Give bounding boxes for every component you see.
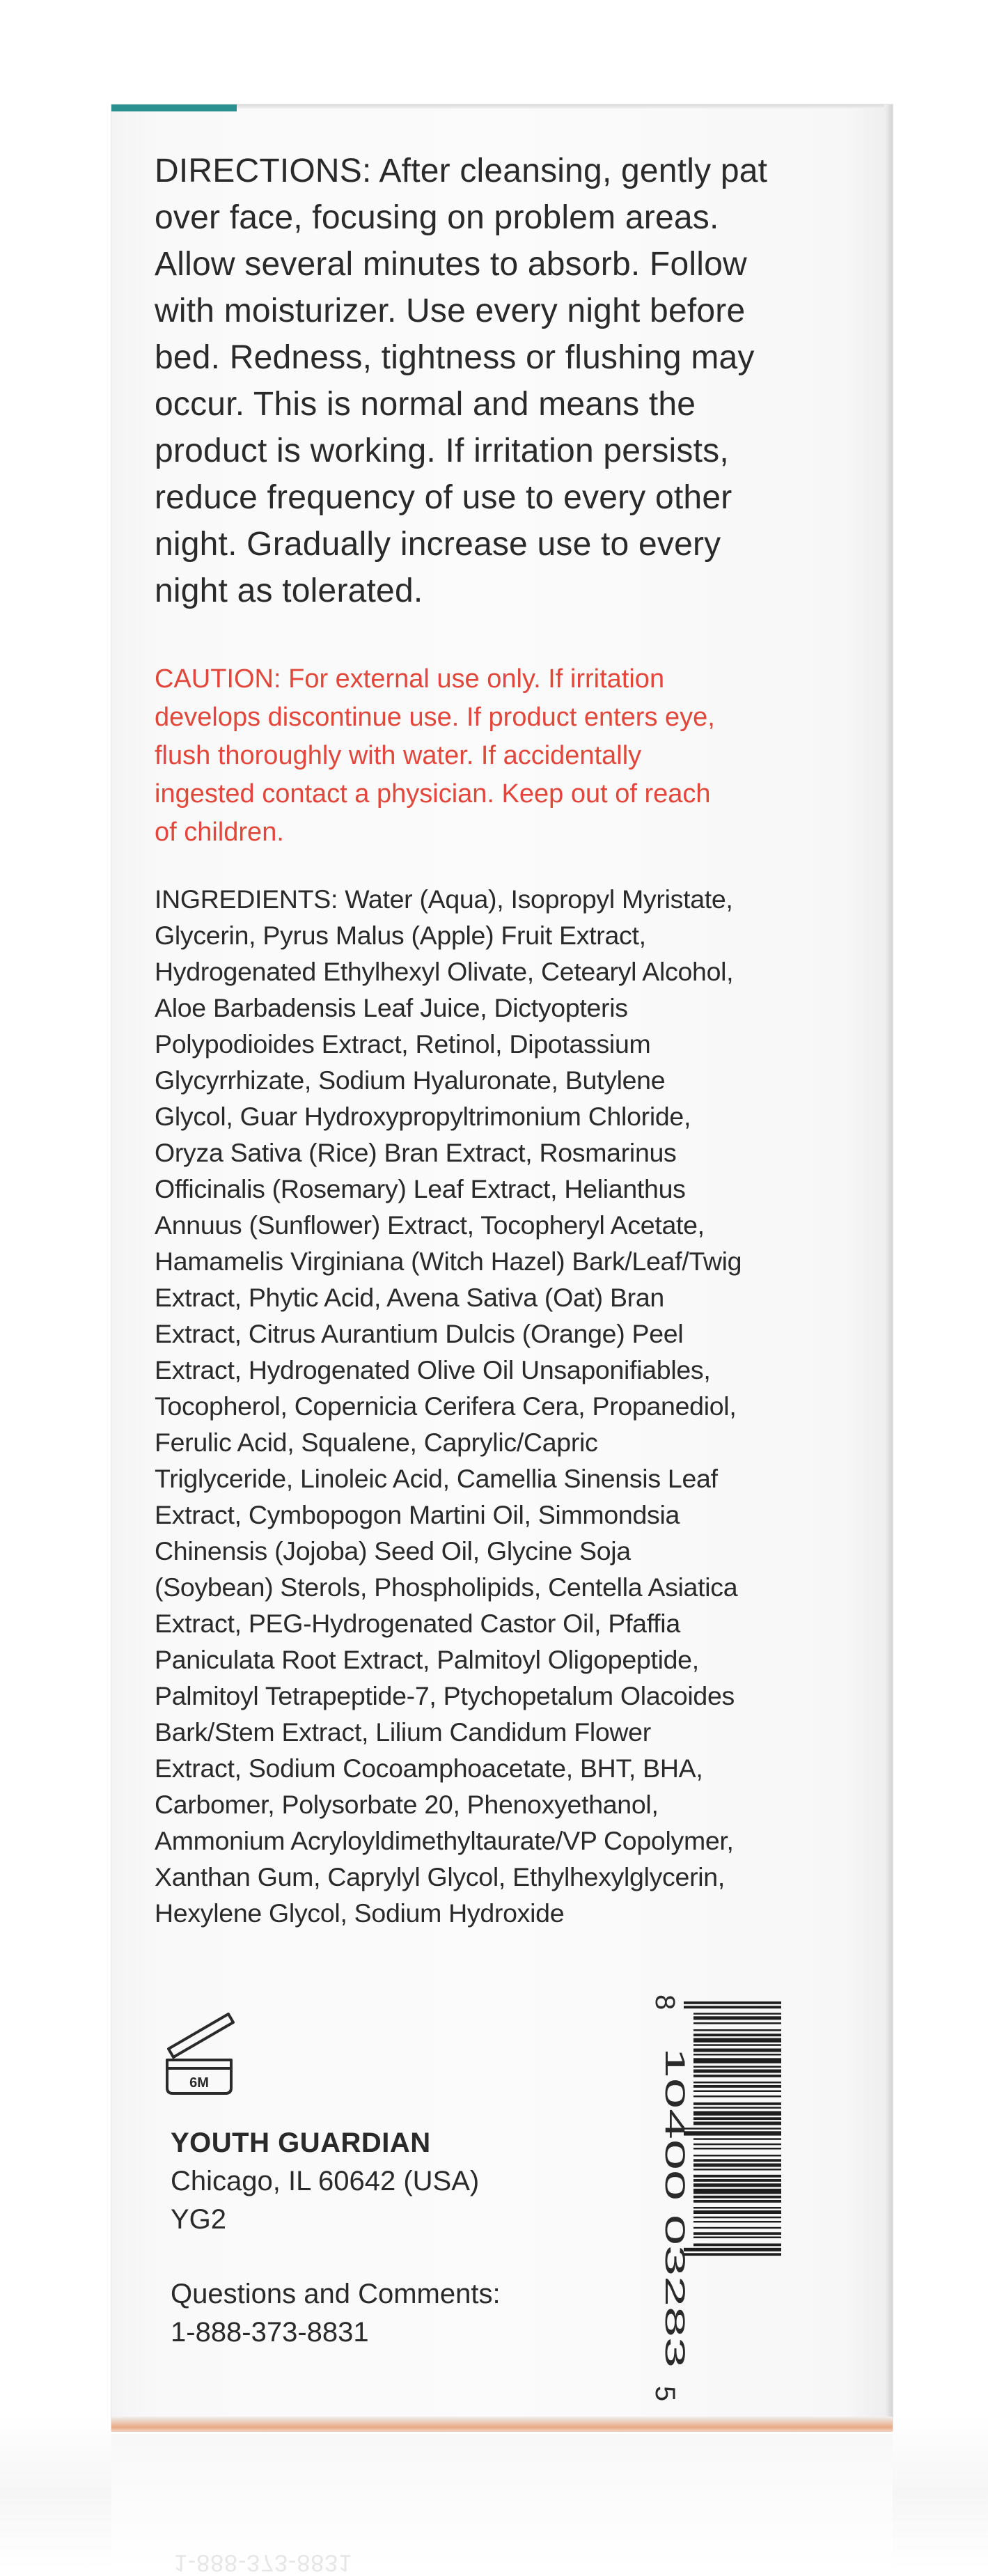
caution-line: develops discontinue use. If product enters eye, bbox=[155, 703, 715, 732]
barcode-bar bbox=[693, 2138, 781, 2140]
barcode-bar bbox=[693, 2227, 781, 2229]
ingredients-line: Xanthan Gum, Caprylyl Glycol, Ethylhexylglycerin, bbox=[155, 1862, 725, 1891]
directions-line: occur. This is normal and means the bbox=[155, 386, 696, 423]
ingredients-line: Aloe Barbadensis Leaf Juice, Dictyopteris bbox=[155, 993, 628, 1022]
barcode-bar bbox=[693, 2144, 781, 2146]
ingredients-line: Paniculata Root Extract, Palmitoyl Oligopeptide, bbox=[155, 1645, 699, 1674]
ingredients-line: Triglyceride, Linoleic Acid, Camellia Sinensis Leaf bbox=[155, 1464, 718, 1493]
questions-label: Questions and Comments: bbox=[171, 2279, 501, 2309]
barcode-bar bbox=[693, 2070, 781, 2073]
ingredients-line: Oryza Sativa (Rice) Bran Extract, Rosmarinus bbox=[155, 1138, 677, 1167]
directions-line: over face, focusing on problem areas. bbox=[155, 199, 719, 236]
barcode-bar bbox=[693, 2221, 781, 2223]
company-info bbox=[171, 2124, 658, 2352]
ingredients-line: Ammonium Acryloyldimethyltaurate/VP Copolymer, bbox=[155, 1826, 734, 1855]
directions-text bbox=[155, 148, 851, 614]
barcode-bar bbox=[693, 2111, 781, 2116]
barcode-check-digit: 5 bbox=[650, 2386, 680, 2402]
barcode-bar bbox=[693, 2217, 781, 2219]
barcode-bar bbox=[693, 2066, 781, 2068]
caution-line: of children. bbox=[155, 818, 284, 847]
ingredients-line: Glycyrrhizate, Sodium Hyaluronate, Butylene bbox=[155, 1065, 666, 1095]
upc-barcode-icon bbox=[641, 1983, 787, 2415]
barcode-bar bbox=[693, 2107, 781, 2109]
barcode-bar bbox=[693, 2013, 781, 2015]
barcode-bar bbox=[693, 2117, 781, 2120]
barcode-bar bbox=[693, 2159, 781, 2162]
barcode-bar bbox=[693, 2237, 781, 2239]
barcode-bar bbox=[693, 2169, 781, 2171]
company-name: YOUTH GUARDIAN bbox=[171, 2128, 431, 2158]
barcode-bar bbox=[684, 2248, 781, 2251]
teal-accent-strip bbox=[111, 104, 237, 111]
company-address: Chicago, IL 60642 (USA) bbox=[171, 2166, 480, 2196]
directions-line: with moisturizer. Use every night before bbox=[155, 292, 746, 329]
ingredients-line: Bark/Stem Extract, Lilium Candidum Flower bbox=[155, 1717, 651, 1747]
barcode-bar bbox=[693, 2210, 781, 2214]
ingredients-line: Hamamelis Virginiana (Witch Hazel) Bark/Leaf/Twig bbox=[155, 1247, 742, 1276]
caution-line: ingested contact a physician. Keep out of reach bbox=[155, 779, 711, 809]
directions-line: reduce frequency of use to every other bbox=[155, 479, 732, 516]
ingredients-line: Extract, Citrus Aurantium Dulcis (Orange) Peel bbox=[155, 1319, 684, 1348]
barcode-bar bbox=[693, 2244, 781, 2247]
directions-line: product is working. If irritation persists, bbox=[155, 432, 729, 469]
ingredients-line: INGREDIENTS: Water (Aqua), Isopropyl Myristate, bbox=[155, 884, 733, 914]
barcode-bar bbox=[693, 2038, 781, 2043]
ingredients-line: Extract, Phytic Acid, Avena Sativa (Oat) Bran bbox=[155, 1283, 664, 1312]
barcode-bars bbox=[684, 2001, 781, 2256]
barcode-bar bbox=[693, 2183, 781, 2187]
barcode-bar bbox=[684, 2001, 781, 2004]
barcode-bar bbox=[693, 2175, 781, 2178]
barcode-bar bbox=[693, 2196, 781, 2199]
barcode-bar bbox=[693, 2179, 781, 2182]
directions-line: bed. Redness, tightness or flushing may bbox=[155, 339, 755, 376]
barcode-bar bbox=[693, 2232, 781, 2235]
box-bottom-edge bbox=[111, 2417, 893, 2432]
ingredients-line: Hydrogenated Ethylhexyl Olivate, Cetearyl Alcohol, bbox=[155, 957, 734, 986]
barcode-bar bbox=[693, 2164, 781, 2167]
barcode-bar bbox=[684, 2128, 781, 2130]
barcode-bar bbox=[693, 2022, 781, 2024]
box-top-edge bbox=[237, 104, 893, 109]
caution-line: flush thoroughly with water. If accidentally bbox=[155, 741, 642, 770]
ingredients-line: Hexylene Glycol, Sodium Hydroxide bbox=[155, 1898, 565, 1928]
ingredients-line: Officinalis (Rosemary) Leaf Extract, Helianthus bbox=[155, 1174, 686, 1203]
ingredients-line: Glycol, Guar Hydroxypropyltrimonium Chloride, bbox=[155, 1102, 691, 1131]
barcode-bar bbox=[684, 2131, 781, 2135]
ingredients-line: Extract, Sodium Cocoamphoacetate, BHT, BHA, bbox=[155, 1754, 703, 1783]
caution-line: CAUTION: For external use only. If irritation bbox=[155, 664, 665, 694]
reflected-phone-number: 1-888-373-8831 bbox=[174, 2550, 352, 2576]
ingredients-line: Annuus (Sunflower) Extract, Tocopheryl Acetate, bbox=[155, 1210, 705, 1240]
ingredients-line: Extract, PEG-Hydrogenated Castor Oil, Pfaffia bbox=[155, 1609, 680, 1638]
barcode-bar bbox=[693, 2189, 781, 2194]
barcode-bar bbox=[693, 2029, 781, 2031]
ingredients-line: Glycerin, Pyrus Malus (Apple) Fruit Extract, bbox=[155, 921, 646, 950]
barcode-bar bbox=[693, 2058, 781, 2063]
barcode-bar bbox=[693, 2095, 781, 2098]
barcode-group1: 10400 bbox=[659, 2047, 690, 2125]
barcode-bar bbox=[684, 2006, 781, 2008]
barcode-bar bbox=[684, 2253, 781, 2256]
barcode-bar bbox=[693, 2082, 781, 2084]
caution-text bbox=[155, 660, 858, 852]
barcode-bar bbox=[693, 2091, 781, 2093]
barcode-bar bbox=[693, 2016, 781, 2020]
barcode-bar bbox=[693, 2075, 781, 2077]
barcode-bar bbox=[693, 2207, 781, 2209]
box-right-edge bbox=[884, 104, 893, 2430]
ingredients-line: Polypodioides Extract, Retinol, Dipotassium bbox=[155, 1029, 651, 1059]
ingredients-line: Tocopherol, Copernicia Cerifera Cera, Propanediol, bbox=[155, 1391, 737, 1421]
ingredients-line: Carbomer, Polysorbate 20, Phenoxyethanol, bbox=[155, 1790, 659, 1819]
ingredients-line: Chinensis (Jojoba) Seed Oil, Glycine Soja bbox=[155, 1536, 631, 1566]
barcode-bar bbox=[693, 2049, 781, 2052]
directions-line: DIRECTIONS: After cleansing, gently pat bbox=[155, 153, 768, 189]
barcode-bar bbox=[693, 2200, 781, 2203]
ingredients-line: Ferulic Acid, Squalene, Caprylic/Capric bbox=[155, 1428, 598, 1457]
barcode-group2: 03283 bbox=[659, 2215, 690, 2293]
barcode-bar bbox=[693, 2054, 781, 2056]
ingredients-line: (Soybean) Sterols, Phospholipids, Centella Asiatica bbox=[155, 1572, 738, 1602]
barcode-bar bbox=[693, 2085, 781, 2088]
company-code: YG2 bbox=[171, 2204, 227, 2235]
barcode-lead-digit: 8 bbox=[650, 1995, 680, 2011]
ingredients-line: Palmitoyl Tetrapeptide-7, Ptychopetalum Olacoides bbox=[155, 1681, 735, 1710]
barcode-bar bbox=[693, 2122, 781, 2125]
open-jar-icon bbox=[162, 2006, 238, 2096]
directions-line: night as tolerated. bbox=[155, 572, 423, 609]
barcode-bar bbox=[693, 2102, 781, 2105]
barcode-bar bbox=[693, 2034, 781, 2036]
ingredients-line: Extract, Hydrogenated Olive Oil Unsaponifiables, bbox=[155, 1355, 711, 1384]
directions-line: Allow several minutes to absorb. Follow bbox=[155, 246, 747, 283]
pao-label: 6M bbox=[189, 2075, 209, 2091]
barcode-bar bbox=[693, 2044, 781, 2046]
barcode-bar bbox=[693, 2155, 781, 2157]
phone-number: 1-888-373-8831 bbox=[171, 2317, 369, 2348]
ingredients-list bbox=[155, 881, 851, 1931]
directions-line: night. Gradually increase use to every bbox=[155, 526, 721, 563]
barcode-bar bbox=[693, 2148, 781, 2150]
ingredients-line: Extract, Cymbopogon Martini Oil, Simmondsia bbox=[155, 1500, 680, 1529]
